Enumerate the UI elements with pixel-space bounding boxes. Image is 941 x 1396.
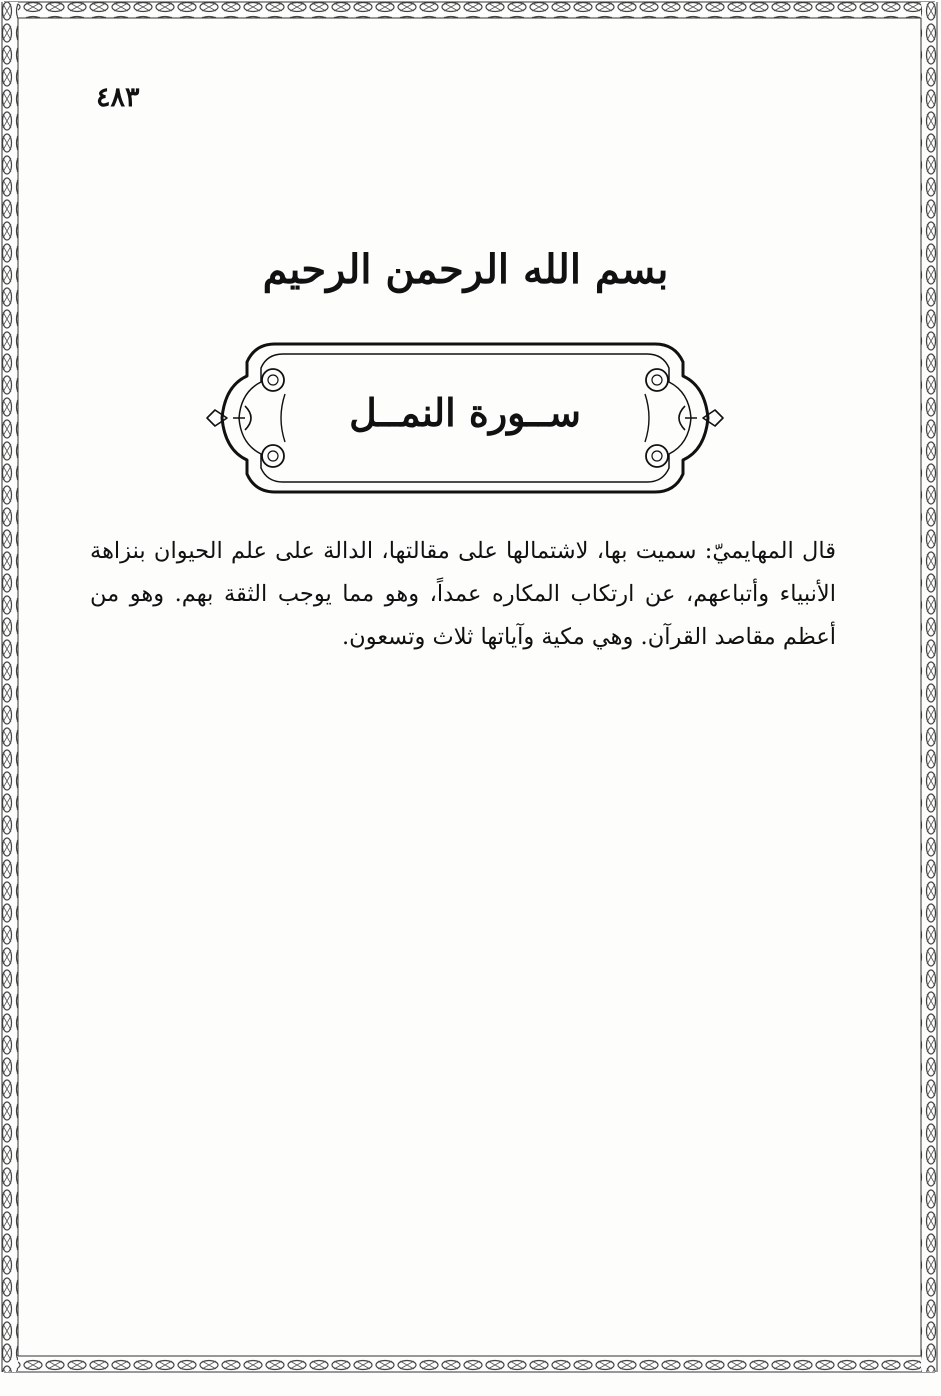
surah-title: ســورة النمــل: [349, 390, 581, 435]
surah-intro-paragraph: قال المهايميّ: سميت بها، لاشتمالها على مقالتها، الدالة على علم الحيوان بنزاهة الأنبياء وأتباعهم، عن ارتكاب المكاره عمداً، وهو مما يوجب الثقة بهم. وهو من أعظم مقاصد القرآن. وهي مكية وآياتها ثلاث وتسعون.: [90, 538, 836, 650]
basmala-heading: بسم الله الرحمن الرحيم: [262, 246, 669, 293]
page-number: ٤٨٣: [96, 82, 140, 113]
